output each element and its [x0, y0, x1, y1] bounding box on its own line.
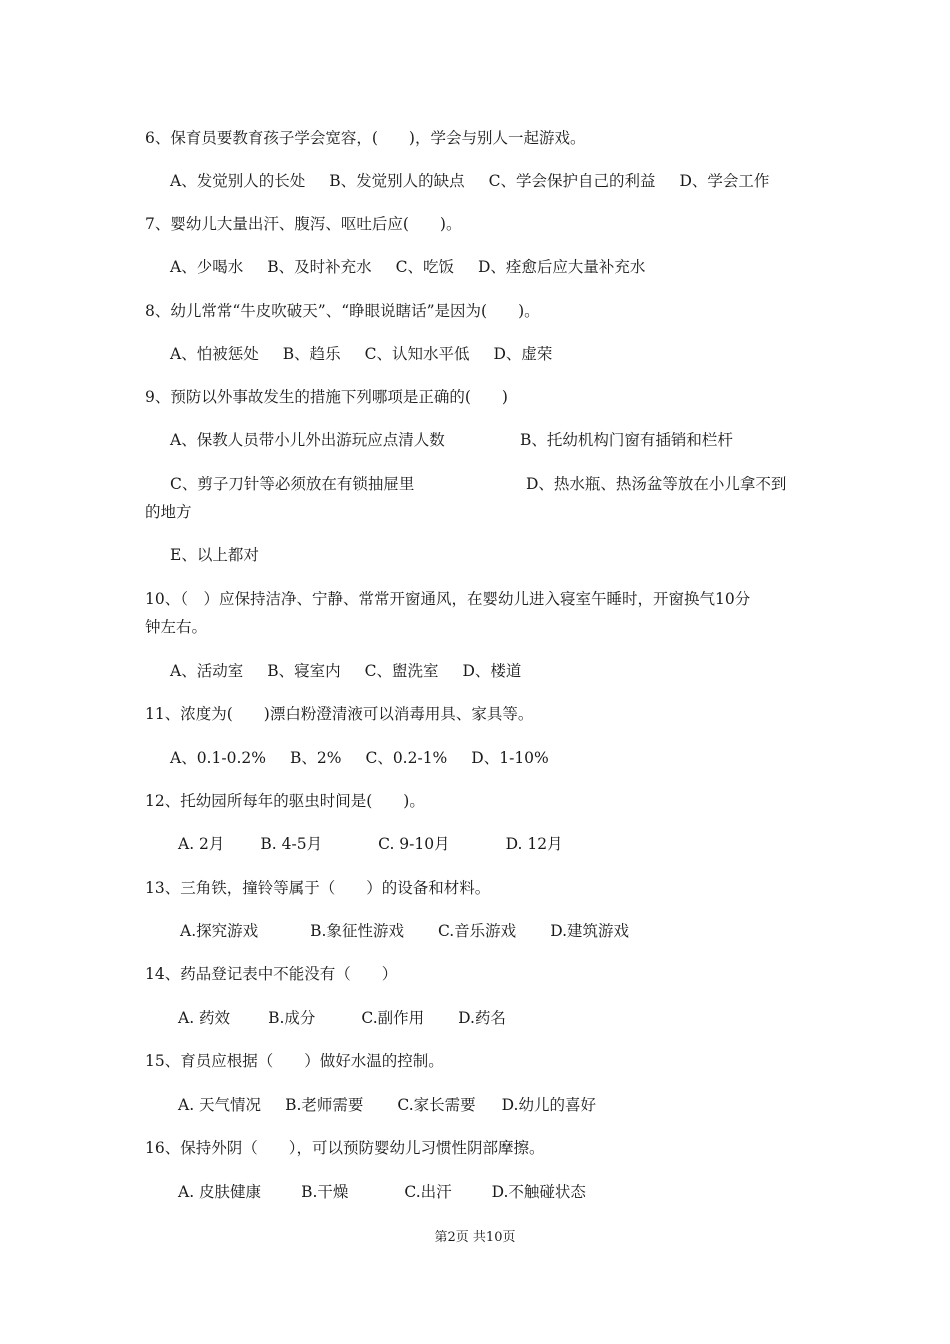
- option-a: A、怕被惩处: [170, 345, 259, 363]
- option-9c: C、剪子刀针等必须放在有锁抽屉里: [170, 475, 415, 493]
- option-a: A、发觉别人的长处: [170, 172, 306, 190]
- option-d: D.幼儿的喜好: [501, 1096, 596, 1114]
- options-6: [170, 171, 769, 191]
- option-b: B.干燥: [301, 1183, 349, 1201]
- option-9d: D、热水瓶、热汤盆等放在小儿拿不到: [526, 475, 787, 493]
- option-c: C. 9-10月: [378, 835, 450, 853]
- question-6: 6、保育员要教育孩子学会宽容，( )，学会与别人一起游戏。: [145, 129, 586, 147]
- option-b: B、寝室内: [267, 662, 341, 680]
- option-c: C.音乐游戏: [437, 922, 517, 940]
- option-d: D、虚荣: [493, 345, 553, 363]
- option-d: D. 12月: [505, 835, 563, 853]
- page-footer: 第2页 共10页: [434, 1230, 516, 1245]
- option-c: C、认知水平低: [364, 345, 470, 363]
- option-c: C.出汗: [404, 1183, 452, 1201]
- option-d: D.药名: [458, 1009, 506, 1027]
- option-d: D、学会工作: [679, 172, 770, 190]
- option-b: B、及时补充水: [267, 258, 372, 276]
- options-11: [170, 748, 549, 768]
- option-c: C、盥洗室: [364, 662, 439, 680]
- question-8: 8、幼儿常常“牛皮吹破天”、“睁眼说瞎话”是因为( )。: [145, 302, 540, 320]
- options-10: [170, 661, 521, 681]
- question-10: 10、（ ）应保持洁净、宁静、常常开窗通风，在婴幼儿进入寝室午睡时，开窗换气10分: [145, 590, 751, 608]
- option-9b: B、托幼机构门窗有插销和栏杆: [520, 431, 733, 449]
- option-c: C.副作用: [361, 1009, 425, 1027]
- option-a: A、活动室: [170, 662, 244, 680]
- option-a: A. 2月: [178, 835, 225, 853]
- option-d: D、1-10%: [471, 749, 549, 767]
- option-9e: E、以上都对: [170, 546, 259, 564]
- option-d: D、楼道: [462, 662, 522, 680]
- options-15: [178, 1095, 596, 1115]
- question-10-cont: 钟左右。: [145, 618, 208, 636]
- option-d: D.建筑游戏: [550, 922, 630, 940]
- option-a: A. 皮肤健康: [178, 1183, 262, 1201]
- question-15: 15、育员应根据（ ）做好水温的控制。: [145, 1052, 444, 1070]
- option-b: B、趋乐: [282, 345, 341, 363]
- option-b: B. 4-5月: [260, 835, 323, 853]
- option-b: B、发觉别人的缺点: [329, 172, 465, 190]
- question-14: 14、药品登记表中不能没有（ ）: [145, 965, 398, 983]
- question-16: 16、保持外阴（ ），可以预防婴幼儿习惯性阴部摩擦。: [145, 1139, 545, 1157]
- question-12: 12、托幼园所每年的驱虫时间是( )。: [145, 792, 425, 810]
- option-d: D.不触碰状态: [491, 1183, 586, 1201]
- option-b: B.成分: [268, 1009, 316, 1027]
- question-7: 7、婴幼儿大量出汗、腹泻、呕吐后应( )。: [145, 215, 462, 233]
- option-9a: A、保教人员带小儿外出游玩应点清人数: [170, 431, 445, 449]
- option-c: C.家长需要: [397, 1096, 476, 1114]
- question-9: 9、预防以外事故发生的措施下列哪项是正确的( ): [145, 388, 508, 406]
- option-a: A、少喝水: [170, 258, 244, 276]
- question-11: 11、浓度为( )漂白粉澄清液可以消毒用具、家具等。: [145, 705, 534, 723]
- option-a: A. 药效: [178, 1009, 231, 1027]
- option-c: C、学会保护自己的利益: [488, 172, 656, 190]
- option-a: A.探究游戏: [180, 922, 259, 940]
- option-a: A、0.1-0.2%: [170, 749, 266, 767]
- option-d: D、痊愈后应大量补充水: [477, 258, 646, 276]
- options-8: [170, 344, 552, 364]
- option-c: C、吃饭: [395, 258, 454, 276]
- options-7: [170, 257, 645, 277]
- options-16: [178, 1182, 586, 1202]
- options-14: [178, 1008, 506, 1028]
- option-b: B.象征性游戏: [310, 922, 404, 940]
- option-b: B.老师需要: [285, 1096, 364, 1114]
- option-a: A. 天气情况: [178, 1096, 262, 1114]
- options-12: [178, 834, 563, 854]
- option-c: C、0.2-1%: [365, 749, 448, 767]
- options-13: [180, 921, 629, 941]
- option-9d-cont: 的地方: [145, 503, 192, 521]
- option-b: B、2%: [289, 749, 342, 767]
- question-13: 13、三角铁，撞铃等属于（ ）的设备和材料。: [145, 879, 491, 897]
